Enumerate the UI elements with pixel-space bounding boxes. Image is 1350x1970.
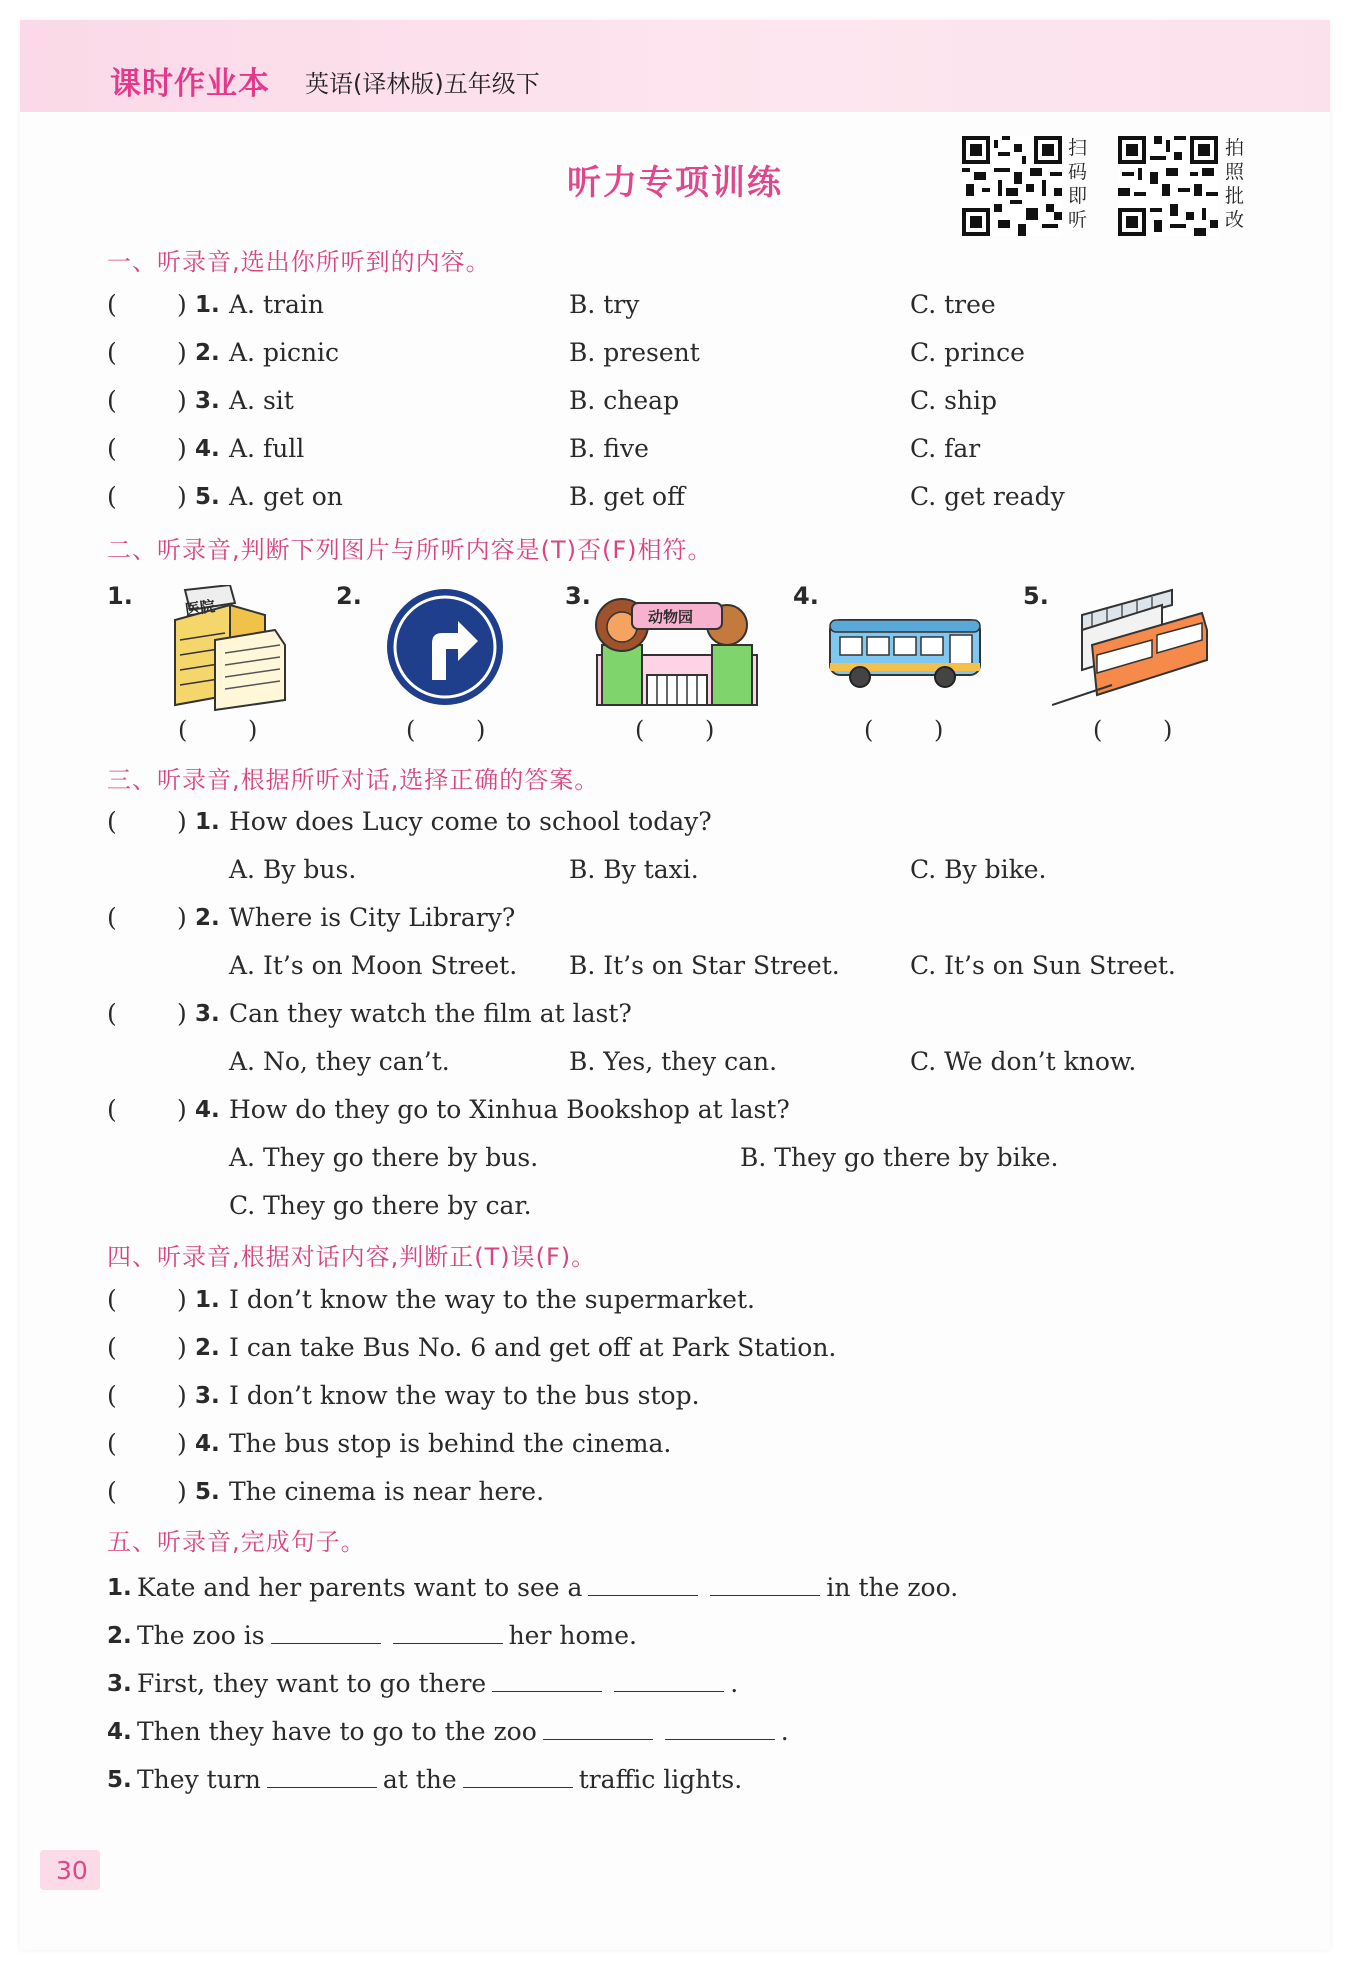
page-title: 听力专项训练 xyxy=(567,163,783,203)
option-c: C. They go there by car. xyxy=(229,1191,532,1220)
section-2-title: 二、听录音,判断下列图片与所听内容是(T)否(F)相符。 xyxy=(107,536,713,564)
section-3-title: 三、听录音,根据所听对话,选择正确的答案。 xyxy=(107,766,600,794)
option-c: C. By bike. xyxy=(910,855,1047,884)
metro-train-icon xyxy=(1052,585,1212,715)
option-a: A. It’s on Moon Street. xyxy=(229,951,518,980)
option-b: B. It’s on Star Street. xyxy=(569,951,840,980)
picture-number: 1. xyxy=(107,582,133,610)
turn-right-sign-icon xyxy=(380,585,530,715)
picture-number: 2. xyxy=(336,582,362,610)
option-c: C. prince xyxy=(910,338,1025,367)
blank-field[interactable] xyxy=(267,1760,377,1788)
hospital-sign: 医院 xyxy=(183,596,217,619)
zoo-sign: 动物园 xyxy=(648,608,694,626)
blank-field[interactable] xyxy=(271,1616,381,1644)
page-number: 30 xyxy=(56,1856,88,1885)
option-b: B. get off xyxy=(569,482,685,511)
option-c: C. ship xyxy=(910,386,998,415)
section-5-title: 五、听录音,完成句子。 xyxy=(107,1528,366,1556)
bus-icon xyxy=(825,585,985,715)
option-a: A. get on xyxy=(229,482,343,511)
option-a: A. sit xyxy=(229,386,294,415)
book-title: 英语(译林版)五年级下 xyxy=(305,70,540,98)
option-b: B. try xyxy=(569,290,640,319)
option-a: A. train xyxy=(229,290,324,319)
option-a: A. picnic xyxy=(229,338,340,367)
qr-caption-grade: 拍 照 批 改 xyxy=(1225,137,1245,231)
blank-field[interactable] xyxy=(492,1664,602,1692)
blank-field[interactable] xyxy=(588,1568,698,1596)
qr-code-icon[interactable] xyxy=(1118,136,1218,236)
option-c: C. get ready xyxy=(910,482,1065,511)
blank-field[interactable] xyxy=(614,1664,724,1692)
section-1-title: 一、听录音,选出你所听到的内容。 xyxy=(107,248,491,276)
option-c: C. It’s on Sun Street. xyxy=(910,951,1176,980)
blank-field[interactable] xyxy=(463,1760,573,1788)
option-b: B. By taxi. xyxy=(569,855,699,884)
option-a: A. They go there by bus. xyxy=(229,1143,539,1172)
option-b: B. They go there by bike. xyxy=(740,1143,1059,1172)
qr-code-icon[interactable] xyxy=(962,136,1062,236)
blank-field[interactable] xyxy=(393,1616,503,1644)
picture-number: 4. xyxy=(793,582,819,610)
option-a: A. full xyxy=(229,434,305,463)
option-b: B. Yes, they can. xyxy=(569,1047,778,1076)
option-a: A. No, they can’t. xyxy=(229,1047,450,1076)
section-4-title: 四、听录音,根据对话内容,判断正(T)误(F)。 xyxy=(107,1243,597,1271)
option-c: C. far xyxy=(910,434,981,463)
blank-field[interactable] xyxy=(710,1568,820,1596)
qr-caption-listen: 扫 码 即 听 xyxy=(1068,137,1088,231)
zoo-gate-icon xyxy=(592,585,762,715)
option-b: B. present xyxy=(569,338,700,367)
blank-field[interactable] xyxy=(543,1712,653,1740)
hospital-icon xyxy=(155,585,305,715)
option-b: B. cheap xyxy=(569,386,680,415)
option-c: C. tree xyxy=(910,290,996,319)
picture-number: 3. xyxy=(565,582,591,610)
series-title: 课时作业本 xyxy=(110,66,270,102)
option-b: B. five xyxy=(569,434,649,463)
option-c: C. We don’t know. xyxy=(910,1047,1137,1076)
picture-number: 5. xyxy=(1023,582,1049,610)
option-a: A. By bus. xyxy=(229,855,357,884)
blank-field[interactable] xyxy=(665,1712,775,1740)
